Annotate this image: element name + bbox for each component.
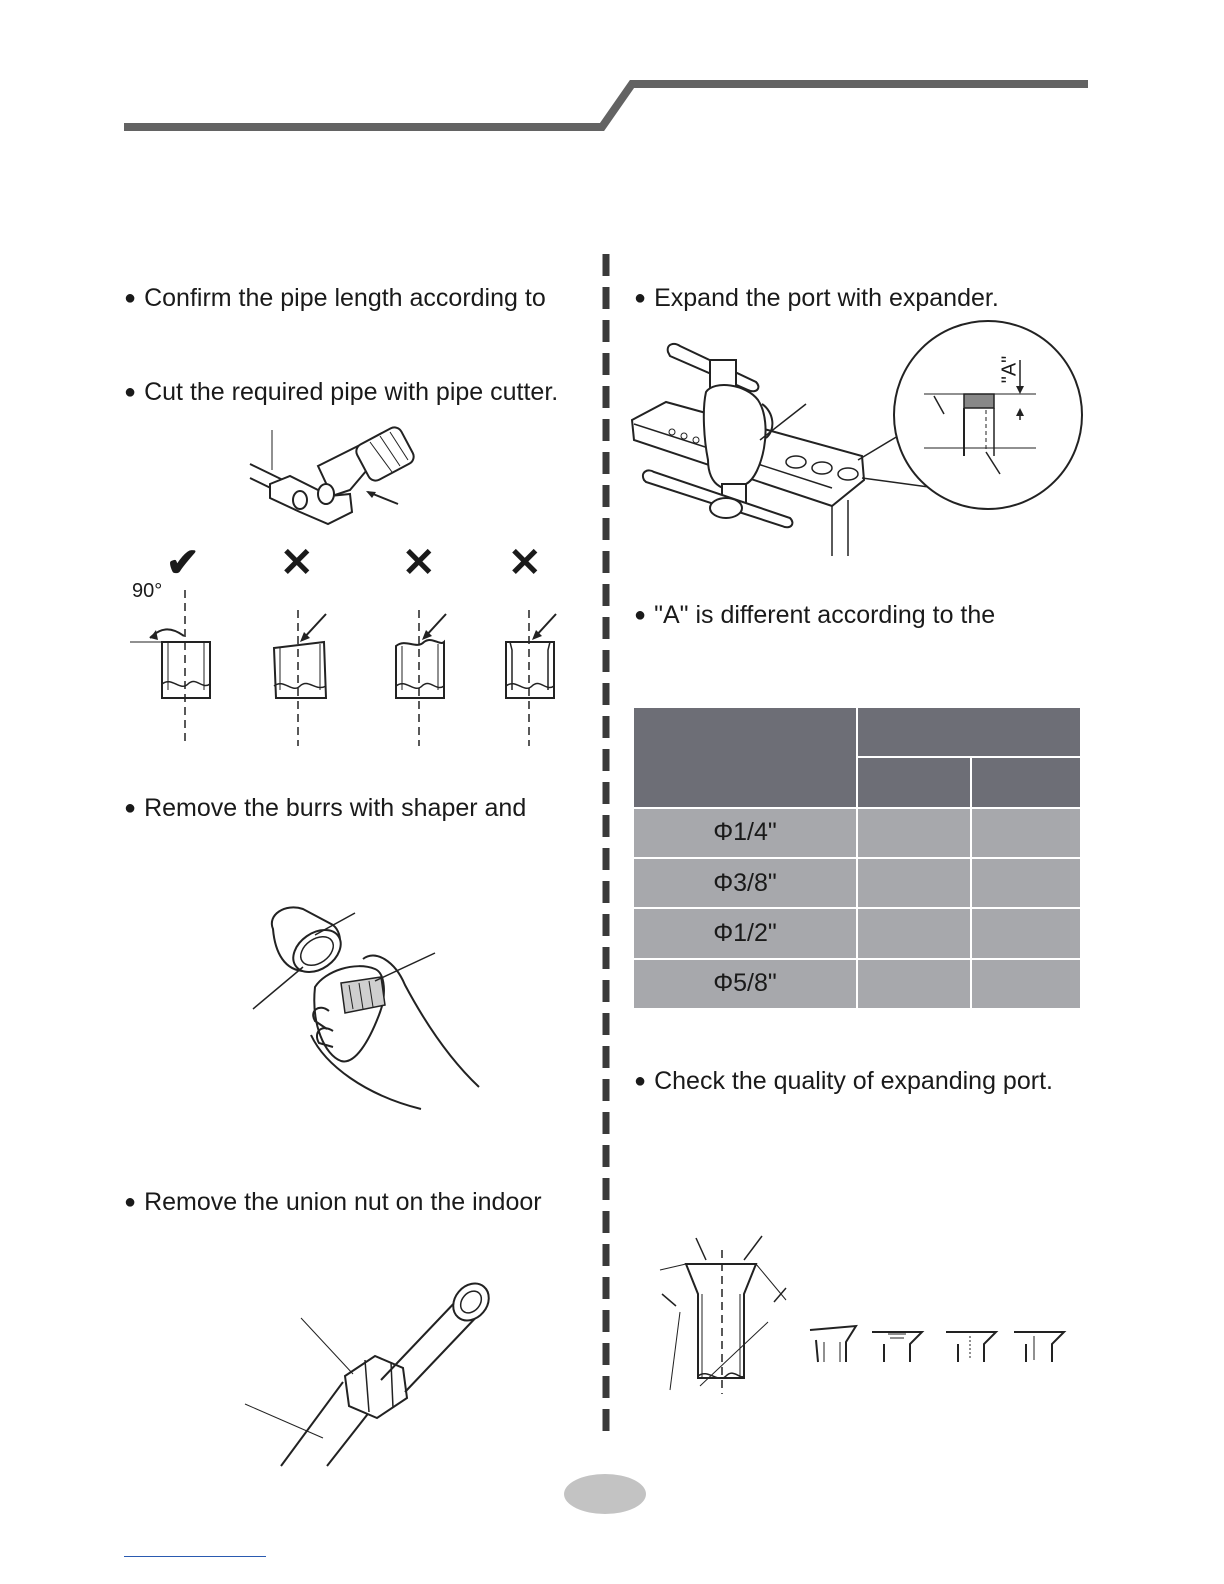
step-confirm-length <box>124 283 546 315</box>
step-remove-union-nut <box>124 1187 542 1219</box>
cross-icon: ✕ <box>508 541 542 585</box>
header-bar <box>0 0 1224 140</box>
step-text: Remove the burrs with shaper and <box>144 794 527 822</box>
footer-line <box>124 1556 266 1557</box>
page-number-oval <box>564 1474 646 1514</box>
cross-icon: ✕ <box>280 541 314 585</box>
cross-icon: ✕ <box>402 541 436 585</box>
bullet-icon: ● <box>634 287 647 309</box>
table-header-cell <box>857 757 971 807</box>
table-header-cell <box>857 707 1081 757</box>
pipe-cut-comparison <box>130 580 570 750</box>
table-cell <box>971 959 1081 1009</box>
pipe-cutter-illustration <box>240 420 440 530</box>
table-cell-size: Φ5/8" <box>633 959 857 1009</box>
union-nut-illustration <box>245 1280 505 1480</box>
table-cell <box>971 908 1081 958</box>
table-row <box>633 808 1081 858</box>
bullet-icon: ● <box>124 287 137 309</box>
table-cell <box>971 858 1081 908</box>
angle-label: 90° <box>132 580 163 602</box>
table-cell-size: Φ3/8" <box>633 858 857 908</box>
bullet-icon: ● <box>124 1191 137 1213</box>
step-text: Check the quality of expanding port. <box>654 1067 1053 1095</box>
bullet-icon: ● <box>124 797 137 819</box>
bullet-icon: ● <box>634 604 647 626</box>
dimension-a-label: "A" <box>998 355 1021 384</box>
step-text: "A" is different according to the <box>654 601 996 629</box>
table-cell <box>857 908 971 958</box>
step-cut-pipe <box>124 377 558 409</box>
table-cell <box>971 808 1081 858</box>
table-row <box>633 858 1081 908</box>
deburring-hand-illustration <box>245 895 495 1115</box>
table-cell <box>857 959 971 1009</box>
step-text: Cut the required pipe with pipe cutter. <box>144 378 559 406</box>
table-cell <box>857 858 971 908</box>
bullet-icon: ● <box>634 1070 647 1092</box>
step-text: Expand the port with expander. <box>654 284 999 312</box>
table-cell-size: Φ1/4" <box>633 808 857 858</box>
step-expand-port <box>634 283 999 315</box>
table-row <box>633 908 1081 958</box>
table-cell-size: Φ1/2" <box>633 908 857 958</box>
table-header-cell <box>633 707 857 808</box>
bullet-icon: ● <box>124 381 137 403</box>
flare-quality-illustration <box>650 1230 1090 1400</box>
column-divider <box>600 254 612 1444</box>
table-cell <box>857 808 971 858</box>
flare-dimension-table <box>632 706 1082 1010</box>
step-text: Remove the union nut on the indoor <box>144 1188 542 1216</box>
step-remove-burrs <box>124 793 526 825</box>
check-icon: ✔ <box>166 541 200 585</box>
step-a-different <box>634 600 995 632</box>
step-text: Confirm the pipe length according to <box>144 284 546 312</box>
step-check-quality <box>634 1066 1053 1098</box>
table-header-cell <box>971 757 1081 807</box>
table-row <box>633 959 1081 1009</box>
